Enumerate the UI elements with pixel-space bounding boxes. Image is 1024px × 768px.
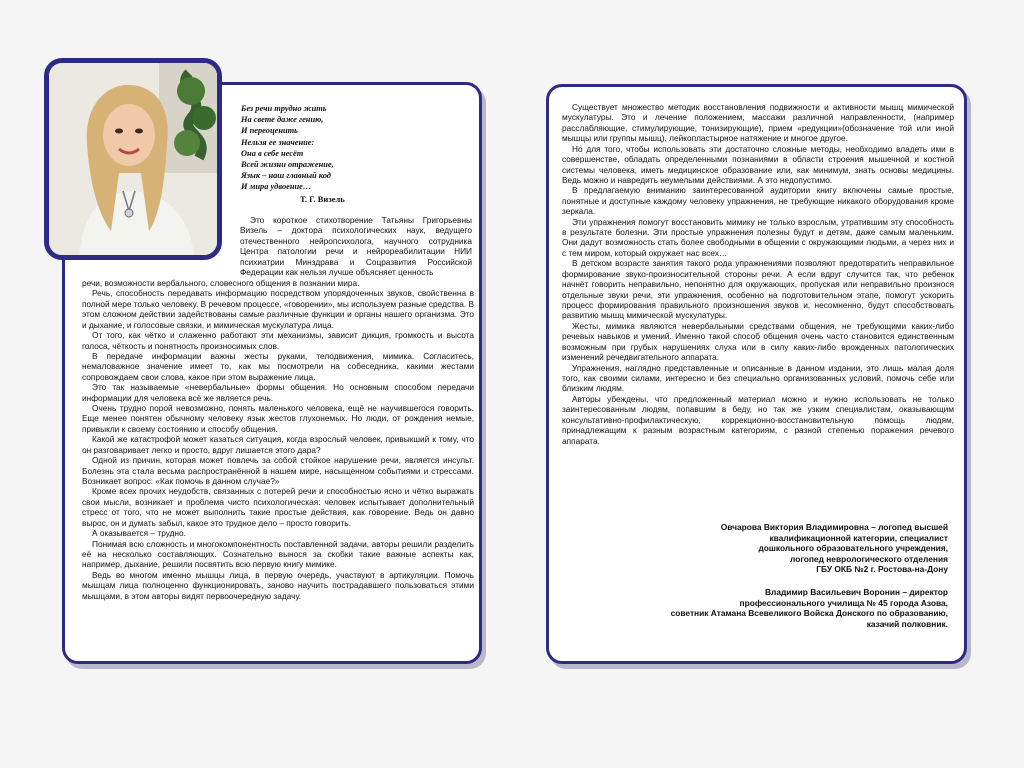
signature-line: Владимир Васильевич Воронин – директор	[764, 587, 948, 597]
right-page-body	[562, 102, 954, 446]
poem-line: И переоценить	[241, 126, 298, 136]
paragraph: В детском возрасте занятия такого рода упражнениями позволяют предотвратить неправильное формирование звуко-произносительной стороны речи. А если вдруг случится так, что ребенок начнёт говорить неправильно, непонятно для окружающих, пропуская или неправильно произнося отдельные звуки речи, эти упражнения, особенно на подготовительном этапе, помогут ускорить процесс формирования правильного произношения звуков и, несомненно, будут способствовать развитию мышц мимической мускулатуры.	[562, 258, 954, 321]
paragraph: Эти упражнения помогут восстановить мимику не только взрослым, утратившим эту способность в результате болезни. Эти простые упражнения полезны будут и детям, даже самым маленьким. Они дадут возможность стать более свободными в общении с окружающими людьми, а через них и с тем миром, который окружает нас всех…	[562, 216, 954, 258]
paragraph: Существует множество методик восстановления подвижности и активности мышц мимической мускулатуры. Это и лечение положением, массажи различной направленности, (например расслабляющие, стимулирующие, тонизирующие), прием «редукции»(обозначение той или иной мышцы или группы мышц), лейкопластырное натяжение и многое другое.	[562, 102, 954, 144]
author-photo	[44, 58, 222, 260]
signature-line: советник Атамана Всевеликого Войска Донского по образованию,	[670, 608, 948, 618]
poem	[241, 103, 431, 193]
paragraph: Это короткое стихотворение Татьяны Григорьевны Визель – доктора психологических наук, ведущего отечественного нейропсихолога, научного сотрудника Центра патологии речи и нейрореабилитации НИИ психиатрии Минздрава и Соцразвития Российской Федерации как нельзя лучше объясняет ценность	[240, 215, 472, 278]
intro-paragraph	[240, 215, 472, 278]
paragraph: Речь, способность передавать информацию посредством упорядоченных звуков, свойственна в полной мере только человеку. В речевом процессе, «говорении», мы используем разные средства. В этом сложном действии задействованы самые различные функции и органы нашего организма. Это и дыхание, и голосовые связки, и мимическая мускулатура лица.	[82, 288, 474, 330]
signature-line: Овчарова Виктория Владимировна – логопед высшей	[720, 522, 948, 532]
paragraph: Ведь во многом именно мышцы лица, в первую очередь, участвуют в артикуляции. Помочь мышцам лица полноценно функционировать, заново научить пострадавшего пользоваться этими мышцами, в этом авторы видят первоочередную задачу.	[82, 569, 474, 601]
poem-line: Она в себе несёт	[241, 148, 304, 158]
paragraph: Очень трудно порой невозможно, понять маленького человека, ещё не научившегося говорить. Еще менее понятен обычному человеку язык жестов глухонемых. Но люди, от рождения немые, привыкли к своему состоянию и способу общения.	[82, 403, 474, 434]
poem-line: Нельзя ее значение:	[241, 137, 315, 147]
paragraph: От того, как чётко и слаженно работают эти механизмы, зависит дикция, громкость и высота голоса, чёткость и понятность произносимых слов.	[82, 330, 474, 351]
paragraph: Жесты, мимика являются невербальными средствами общения, не требующими каких-либо речевых навыков и умений. Именно такой способ общения очень часто становится единственным возможным при грубых нарушениях слуха или в силу каких-либо врожденных патологических изменений речедвигательного аппарата.	[562, 320, 954, 363]
paragraph: Кроме всех прочих неудобств, связанных с потерей речи и способностью ясно и чётко выражать свои мысли, возникает и проблема чисто психологическая: человек испытывает дополнительный стресс от того, что не может выполнить такие простые действия, как говорение. Ведь он давно вырос, он и думать забыл, какое это трудное дело – просто говорить.	[82, 486, 474, 528]
paragraph: речи, возможности вербального, словесного общения в познании мира.	[82, 278, 360, 288]
poem-line: Всей жизни отражение,	[241, 160, 334, 170]
signature-line: логопед неврологического отделения	[790, 553, 948, 564]
paragraph: Одной из причин, которая может повлечь за собой стойкое нарушение речи, является инсульт. Болезнь эта стала весьма распространённой в нашем мире, насыщенном событиями и стрессами. Возникает вопрос: «Как помочь в данном случае?»	[82, 455, 474, 487]
poem-author: Т. Г. Визель	[300, 194, 345, 204]
paragraph: Но для того, чтобы использовать эти достаточно сложные методы, необходимо владеть ими в совершенстве, обладать определенными познаниями в области строения мышечной и костной системы человека, иметь медицинское образование или, как минимум, знать основы медицины. Ведь можно и навредить неумелыми действиями. А это недопустимо.	[562, 143, 954, 185]
poem-line: Язык – наш главный код	[241, 171, 331, 181]
signature-line: профессионального училища № 45 города Азова,	[739, 597, 948, 608]
author-signature-2	[588, 587, 948, 629]
paragraph: Упражнения, наглядно представленные и описанные в данном издании, это лишь малая доля того, как своими силами, интересно и без специально организованных условий, помочь себе или близким людям.	[562, 362, 954, 394]
paragraph: Понимая всю сложность и многокомпонентность поставленной задачи, авторы решили разделить её на несколько составляющих. Сознательно вынося за скобки такие важные аспекты как, например, дыхание, решили посвятить всю первую книгу мимике.	[82, 538, 474, 570]
author-signature-1	[588, 522, 948, 575]
poem-line: И мира удвоение…	[241, 182, 312, 192]
portrait-illustration	[49, 63, 217, 255]
left-page-body	[82, 278, 474, 601]
signature-line: дошкольного образовательного учреждения,	[758, 543, 948, 553]
poem-line: На свете даже гению,	[241, 115, 324, 125]
signature-line: квалификационной категории, специалист	[769, 532, 948, 543]
paragraph: Авторы убеждены, что предложенный материал можно и нужно использовать не только заинтересованным людям, попавшим в беду, но так же узким специалистам, оказывающим консультативно-профилактическую, коррекционно-восстановительную помощь людям, принадлежащим к разным возрастным категориям, с разной степенью поражения речевого аппарата.	[562, 393, 954, 446]
paragraph: А оказывается – трудно.	[92, 528, 186, 539]
paragraph: Это так называемые «невербальные» формы общения. Но основным способом передачи информации для человека всё же является речь.	[82, 382, 474, 403]
poem-line: Без речи трудно жить	[241, 104, 327, 113]
paragraph: В передаче информации важны жесты руками, телодвижения, мимика. Согласитесь, немаловажное значение имеет то, как мы посмотрели на собеседника, какими жестами сопровождаем свои слова, какое при этом выражение лица.	[82, 350, 474, 382]
signature-line: казачий полковник.	[866, 618, 948, 629]
signature-line: ГБУ ОКБ №2 г. Ростова-на-Дону	[816, 564, 948, 574]
paragraph: Какой же катастрофой может казаться ситуация, когда взрослый человек, привыкший к тому, что он разговаривает легко и просто, вдруг лишается этого дара?	[82, 434, 474, 455]
paragraph: В предлагаемую вниманию заинтересованной аудитории книгу включены самые простые, понятные и доступные каждому человеку упражнения, не требующие никакого оборудования кроме зеркала.	[562, 185, 954, 217]
